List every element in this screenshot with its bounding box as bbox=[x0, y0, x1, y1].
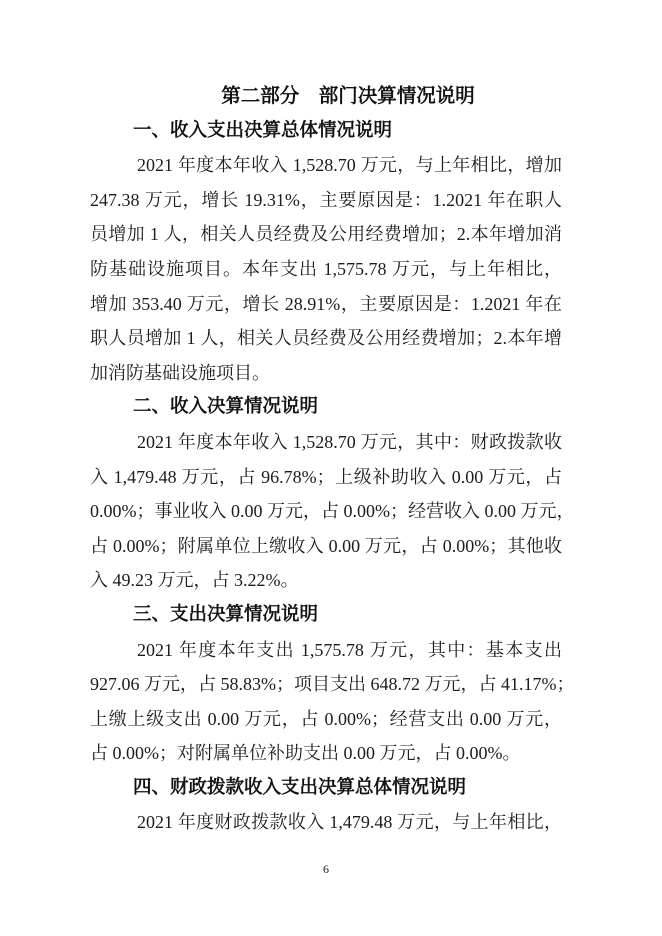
text-line: 2021 年度本年收入 1,528.70 万元，其中：财政拨款收 bbox=[137, 431, 562, 452]
page-title: 第二部分 部门决算情况说明 bbox=[221, 84, 475, 107]
section-heading-2: 二、收入决算情况说明 bbox=[133, 396, 319, 418]
text-line: 上缴上级支出 0.00 万元，占 0.00%；经营支出 0.00 万元， bbox=[90, 708, 562, 729]
section-heading-3: 三、支出决算情况说明 bbox=[133, 603, 319, 625]
text-line: 927.06 万元，占 58.83%；项目支出 648.72 万元，占 41.17%； bbox=[90, 674, 575, 695]
document-body bbox=[90, 79, 575, 840]
text-line: 2021 年度本年支出 1,575.78 万元，其中：基本支出 bbox=[137, 639, 562, 660]
section-heading-1: 一、收入支出决算总体情况说明 bbox=[133, 119, 393, 141]
section-heading-4: 四、财政拨款收入支出决算总体情况说明 bbox=[133, 776, 467, 798]
page-number: 6 bbox=[323, 862, 329, 876]
text-line: 防基础设施项目。本年支出 1,575.78 万元，与上年相比， bbox=[90, 258, 562, 279]
text-line: 2021 年度本年收入 1,528.70 万元，与上年相比，增加 bbox=[137, 155, 562, 176]
text-line: 占 0.00%；附属单位上缴收入 0.00 万元，占 0.00%；其他收 bbox=[90, 535, 562, 556]
text-line: 增加 353.40 万元，增长 28.91%，主要原因是：1.2021 年在 bbox=[90, 293, 562, 314]
text-line: 入 1,479.48 万元，占 96.78%；上级补助收入 0.00 万元，占 bbox=[90, 466, 562, 487]
text-line: 占 0.00%；对附属单位补助支出 0.00 万元，占 0.00%。 bbox=[90, 743, 521, 764]
text-line: 员增加 1 人，相关人员经费及公用经费增加；2.本年增加消 bbox=[90, 224, 562, 245]
text-line: 247.38 万元，增长 19.31%，主要原因是：1.2021 年在职人 bbox=[90, 189, 562, 210]
text-line: 2021 年度财政拨款收入 1,479.48 万元，与上年相比， bbox=[137, 812, 562, 833]
text-line: 入 49.23 万元，占 3.22%。 bbox=[90, 570, 299, 591]
text-line: 职人员增加 1 人，相关人员经费及公用经费增加；2.本年增 bbox=[90, 328, 562, 349]
text-line: 0.00%；事业收入 0.00 万元，占 0.00%；经营收入 0.00 万元， bbox=[90, 501, 575, 522]
text-line: 加消防基础设施项目。 bbox=[90, 362, 270, 383]
